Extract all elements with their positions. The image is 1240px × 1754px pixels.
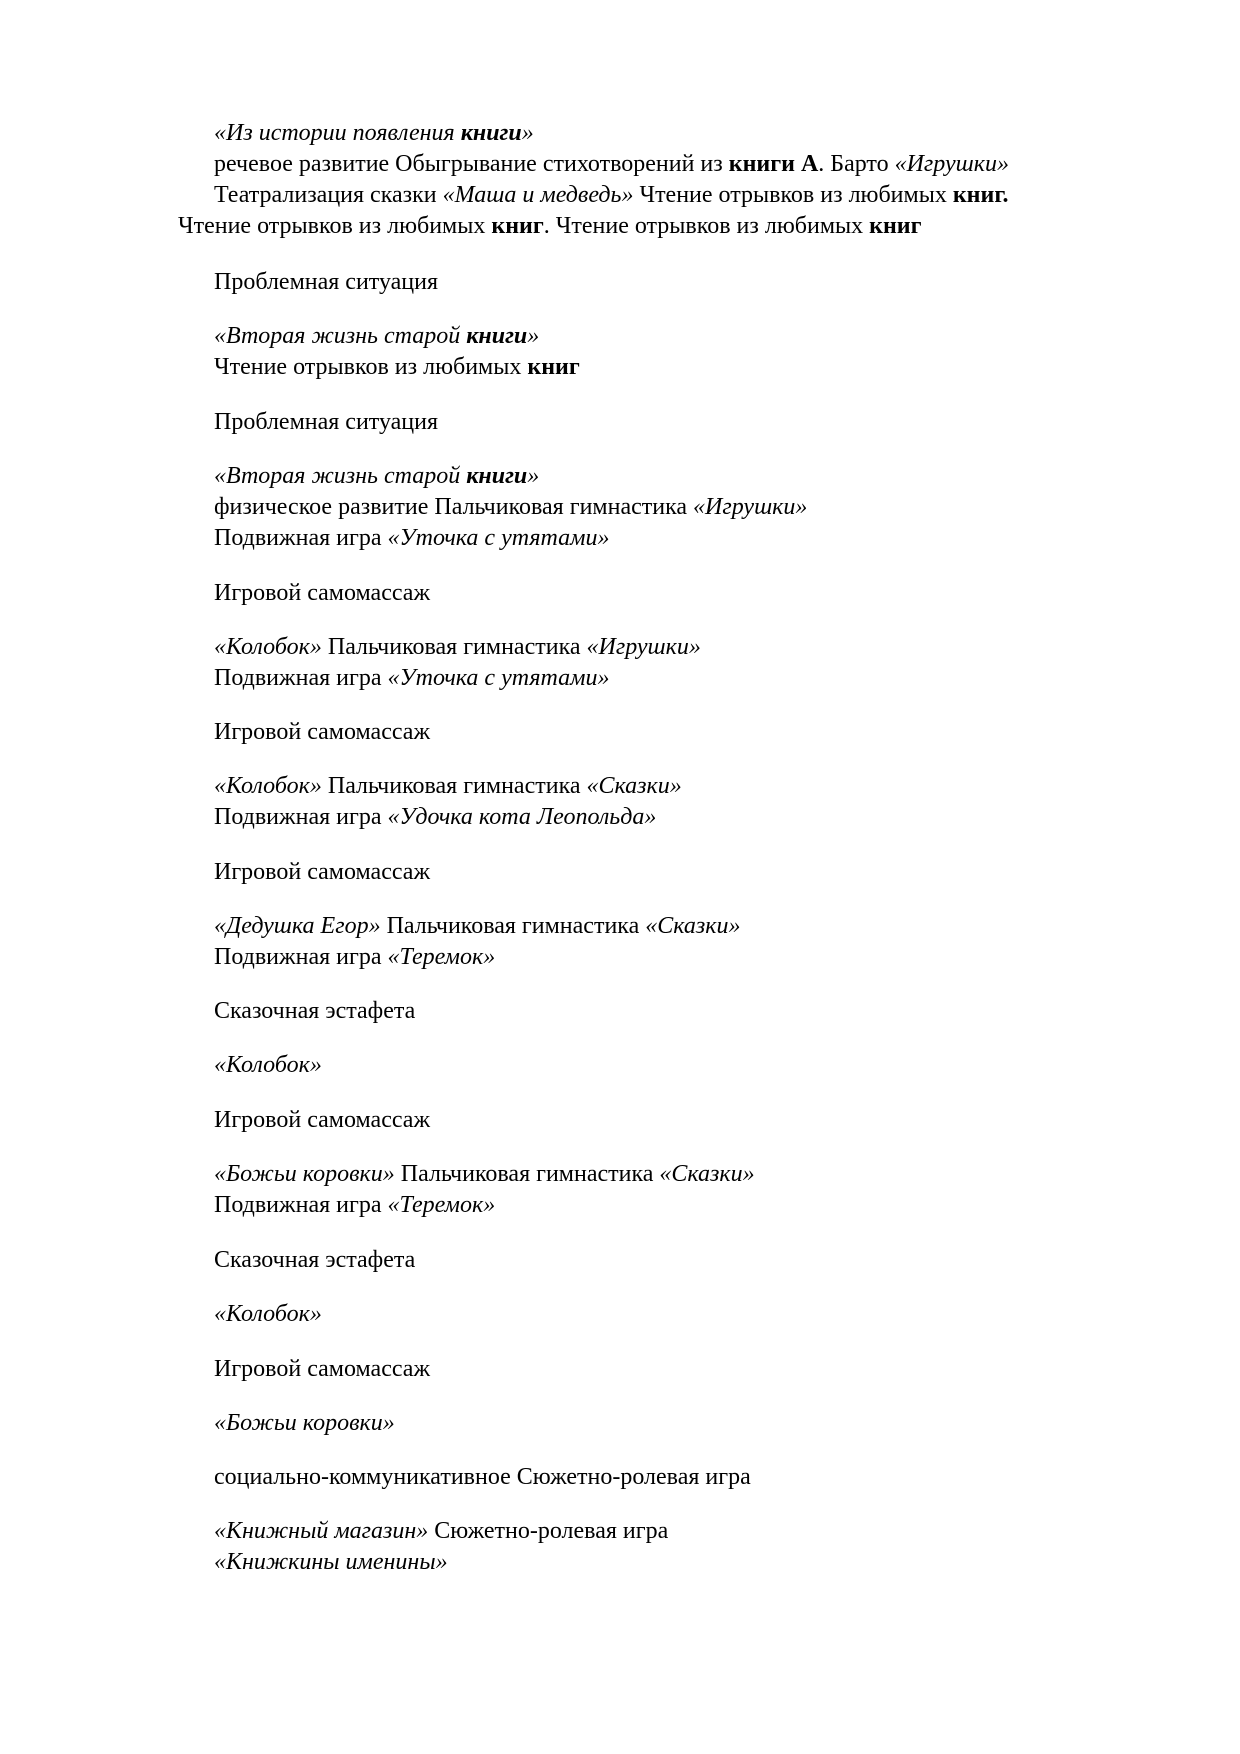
text-run [461, 120, 522, 146]
text-run: Сказочная эстафета [214, 998, 416, 1024]
paragraph [0, 1516, 1240, 1578]
text-run: Игровой самомассаж [214, 580, 431, 606]
paragraph [0, 1462, 1240, 1493]
paragraph [0, 1354, 1240, 1385]
text-line [0, 717, 1240, 748]
text-run: «Колобок» [214, 773, 322, 799]
paragraph [0, 1299, 1240, 1330]
text-line [0, 1190, 1240, 1221]
paragraph [0, 911, 1240, 973]
paragraph [0, 996, 1240, 1027]
text-run: «Божьи коровки» [214, 1161, 395, 1187]
paragraph [0, 857, 1240, 888]
text-line [0, 1547, 1240, 1578]
text-run: Подвижная игра [214, 665, 388, 691]
text-line [0, 1159, 1240, 1190]
text-run: «Колобок» [214, 634, 322, 660]
text-line [0, 1354, 1240, 1385]
text-run: Игровой самомассаж [214, 1356, 431, 1382]
text-run: книги [466, 463, 528, 489]
text-run: «Теремок» [387, 944, 496, 970]
text-run: Чтение отрывков из любимых [633, 182, 953, 208]
paragraph [0, 632, 1240, 694]
text-run: Игровой самомассаж [214, 719, 431, 745]
paragraph [0, 461, 1240, 554]
text-line [0, 523, 1240, 554]
text-line [0, 149, 1240, 180]
text-run: «Удочка кота Леопольда» [387, 804, 657, 830]
text-run: Подвижная игра [214, 525, 388, 551]
text-line [0, 321, 1240, 352]
text-line [0, 1105, 1240, 1136]
paragraph [0, 1105, 1240, 1136]
text-line [0, 1408, 1240, 1439]
text-run: «Игрушки» [693, 494, 808, 520]
text-run: книг [869, 213, 922, 239]
text-line [0, 267, 1240, 298]
text-run: «Теремок» [387, 1192, 496, 1218]
text-run: «Уточка с утятами» [387, 525, 610, 551]
text-run: Пальчиковая гимнастика [380, 913, 646, 939]
text-line [0, 802, 1240, 833]
paragraph [0, 118, 1240, 242]
text-run: «Вторая жизнь старой [214, 463, 467, 489]
text-line [0, 1516, 1240, 1547]
text-run: Сюжетно-ролевая игра [428, 1518, 669, 1544]
text-line [0, 857, 1240, 888]
text-line [0, 492, 1240, 523]
text-line [0, 352, 1240, 383]
text-line [0, 632, 1240, 663]
text-run: . Барто [818, 151, 895, 177]
text-run: физическое развитие Пальчиковая гимнастика [214, 494, 694, 520]
text-line [0, 578, 1240, 609]
text-run: Игровой самомассаж [214, 1107, 431, 1133]
text-run: «Игрушки» [586, 634, 701, 660]
text-run: Проблемная ситуация [214, 269, 439, 295]
text-run: Проблемная ситуация [214, 409, 439, 435]
text-run: Чтение отрывков из любимых [178, 213, 492, 239]
text-run: Игровой самомассаж [214, 859, 431, 885]
paragraph [0, 1408, 1240, 1439]
text-run: книг. [952, 182, 1009, 208]
text-line [0, 1299, 1240, 1330]
paragraph [0, 578, 1240, 609]
text-run: социально-коммуникативное Сюжетно-ролевая игра [214, 1464, 751, 1490]
text-run [466, 463, 527, 489]
text-run: книг [527, 354, 580, 380]
text-run: «Колобок» [214, 1301, 322, 1327]
text-run: Театрализация сказки [214, 182, 443, 208]
paragraph [0, 1245, 1240, 1276]
text-run: Пальчиковая гимнастика [394, 1161, 660, 1187]
text-line [0, 118, 1240, 149]
text-run: «Сказки» [586, 773, 682, 799]
text-run: Чтение отрывков из любимых [214, 354, 528, 380]
text-line [0, 942, 1240, 973]
text-run: «Уточка с утятами» [387, 665, 610, 691]
text-run: «Дедушка Егор» [214, 913, 381, 939]
text-line [0, 211, 1240, 242]
text-run: . Чтение отрывков из любимых [543, 213, 870, 239]
text-line [0, 407, 1240, 438]
text-run: книг [491, 213, 544, 239]
paragraph [0, 407, 1240, 438]
text-line [0, 1245, 1240, 1276]
paragraph [0, 267, 1240, 298]
text-line [0, 663, 1240, 694]
text-run: «Колобок» [214, 1052, 322, 1078]
text-run: речевое развитие Обыгрывание стихотворений из [214, 151, 729, 177]
text-line [0, 911, 1240, 942]
text-line [0, 461, 1240, 492]
text-run: «Божьи коровки» [214, 1410, 395, 1436]
text-line [0, 996, 1240, 1027]
text-run: » [521, 120, 534, 146]
text-run: Пальчиковая гимнастика [321, 634, 587, 660]
paragraph [0, 717, 1240, 748]
text-line [0, 1050, 1240, 1081]
text-run: «Сказки» [659, 1161, 755, 1187]
text-run: книги [460, 120, 522, 146]
text-run: книги А [728, 151, 819, 177]
text-run: книги [466, 323, 528, 349]
text-line [0, 771, 1240, 802]
text-run: «Из истории появления [214, 120, 461, 146]
text-run: «Вторая жизнь старой [214, 323, 467, 349]
text-run: «Маша и медведь» [442, 182, 634, 208]
text-run: Сказочная эстафета [214, 1247, 416, 1273]
text-run: Подвижная игра [214, 1192, 388, 1218]
paragraph [0, 1159, 1240, 1221]
paragraph [0, 771, 1240, 833]
text-run: Пальчиковая гимнастика [321, 773, 587, 799]
text-run: Подвижная игра [214, 944, 388, 970]
text-run: «Книжкины именины» [214, 1549, 448, 1575]
paragraph [0, 321, 1240, 383]
text-run: «Игрушки» [894, 151, 1009, 177]
text-run: Подвижная игра [214, 804, 388, 830]
text-line [0, 1462, 1240, 1493]
text-line [0, 180, 1240, 211]
text-run: «Сказки» [645, 913, 741, 939]
text-run: «Книжный магазин» [214, 1518, 429, 1544]
paragraph [0, 1050, 1240, 1081]
text-run [466, 323, 527, 349]
text-run: » [527, 323, 540, 349]
text-run: » [527, 463, 540, 489]
